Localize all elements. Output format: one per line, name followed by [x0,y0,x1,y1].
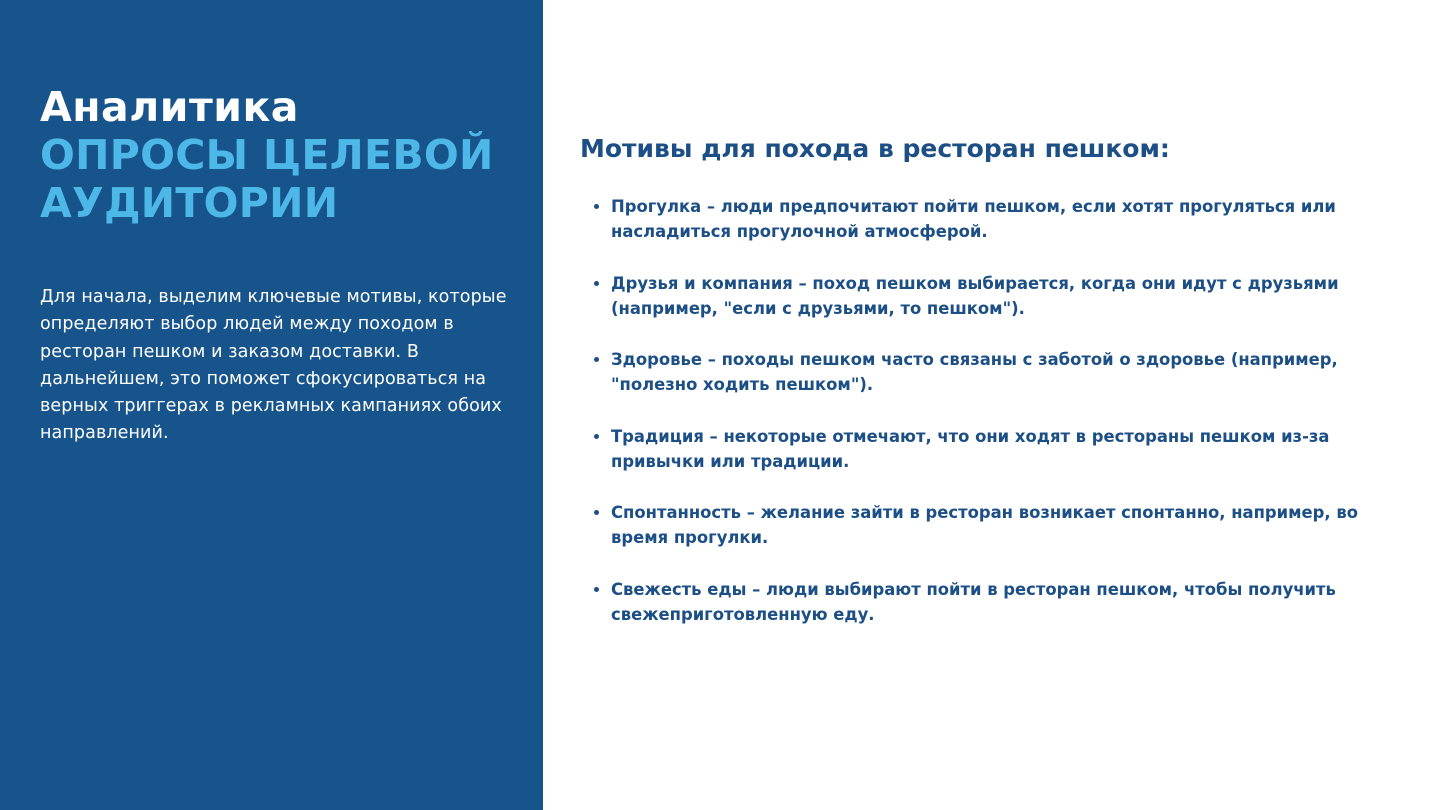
motive-text: Друзья и компания – поход пешком выбирается, когда они идут с друзьями (например, "если с друзьями, то пешком"). [611,273,1339,318]
bullet-icon [594,357,599,362]
motive-text: Свежесть еды – люди выбирают пойти в ресторан пешком, чтобы получить свежеприготовленную еду. [611,579,1336,624]
bullet-icon [594,510,599,515]
title-block [40,83,520,227]
list-item [594,577,1404,627]
motive-text: Спонтанность – желание зайти в ресторан возникает спонтанно, например, во время прогулки. [611,503,1358,547]
list-item [594,347,1404,397]
left-panel [0,0,543,810]
bullet-icon [594,587,599,592]
intro-text: Для начала, выделим ключевые мотивы, которые определяют выбор людей между походом в ресторан пешком и заказом доставки. В дальнейшем, это поможет сфокусироваться на верных триггерах в рекламных кампаниях обоих направлений. [40,287,507,444]
list-item [594,271,1404,321]
list-item [594,424,1404,474]
motive-text: Прогулка – люди предпочитают пойти пешком, если хотят прогуляться или насладиться прогулочной атмосферой. [611,197,1336,241]
page-title: Аналитика [40,83,299,131]
list-item [594,194,1404,244]
list-item [594,500,1404,550]
motives-heading: Мотивы для похода в ресторан пешком: [580,134,1170,163]
motive-text: Традиция – некоторые отмечают, что они ходят в рестораны пешком из-за привычки или традиции. [611,426,1330,471]
motive-text: Здоровье – походы пешком часто связаны с заботой о здоровье (например, "полезно ходить пешком"). [611,350,1338,394]
bullet-icon [594,204,599,209]
bullet-icon [594,434,599,439]
bullet-icon [594,281,599,286]
motives-list [594,194,1404,653]
page-subtitle: ОПРОСЫ ЦЕЛЕВОЙ АУДИТОРИИ [40,131,494,227]
